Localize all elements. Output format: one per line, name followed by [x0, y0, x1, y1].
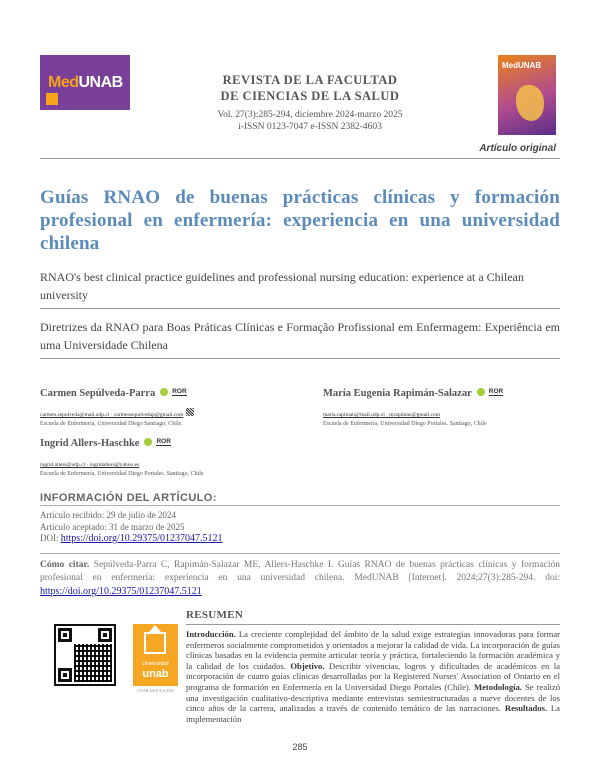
divider — [40, 358, 560, 359]
author-affiliation: Escuela de Enfermería, Universidad Diego Santiago, Chile. — [40, 421, 183, 427]
orcid-icon[interactable] — [160, 388, 168, 396]
page-number: 285 — [292, 742, 308, 752]
author-affiliation: Escuela de Enfermería, Universidad Diego Portales. Santiago, Chile — [323, 421, 487, 427]
citation-doi-link[interactable]: https://doi.org/10.29375/01237047.5121 — [40, 586, 202, 597]
title-portuguese: Diretrizes da RNAO para Boas Práticas Clínicas e Formação Profissional em Enfermagem: Experiência em uma Universidade Chilena — [40, 320, 560, 352]
journal-cover-image: MedUNAB — [498, 55, 556, 135]
logo-text: MedUNAB — [48, 74, 123, 91]
building-icon — [144, 632, 166, 654]
orcid-icon[interactable] — [144, 438, 152, 446]
ror-icon[interactable]: ROR — [172, 388, 187, 396]
author-emails[interactable]: ingrid.allers@udp.cl · ingridallers@yahoo.es — [40, 462, 140, 468]
medunab-logo — [40, 55, 130, 110]
article-info-heading: INFORMACIÓN DEL ARTÍCULO: — [40, 492, 217, 504]
received-date: Artículo recibido: 29 de julio de 2024 — [40, 510, 176, 520]
doi-line: DOI: https://doi.org/10.29375/01237047.5121 — [40, 533, 223, 544]
author-block-1 — [40, 383, 194, 427]
doi-link[interactable]: https://doi.org/10.29375/01237047.5121 — [60, 533, 223, 544]
ror-icon[interactable]: ROR — [156, 438, 171, 446]
article-type: Artículo original — [479, 143, 556, 154]
journal-meta: Vol. 27(3):285-294, diciembre 2024-marzo 2025 i-ISSN 0123-7047 e-ISSN 2382-4603 — [217, 110, 403, 132]
divider — [186, 624, 560, 625]
abstract-text: Introducción. La creciente complejidad del ámbito de la salud exige estrategias innovadoras para formar enfermeros socialmente comprometidos y orientados a mejorar la calidad de vida. La incorporación de guías clínicas basadas en la evidencia permite articular teoría y práctica, fortaleciendo la formación académica y la calidad de los cuidados. Objetivo. Describir vivencias, logros y dificultades de académicos en la incorporación de cuatro guías clínicas desarrolladas por la Registered Nurses' Association of Ontario en el programa de formación en Enfermería en la Universidad Diego Portales (Chile). Metodología. Se realizó una investigación cualitativo-descriptiva mediante entrevistas semiestructuradas a nueve docentes de los cinco años de la carrera, analizadas a través de contenido temático de las narraciones. Resultados. La implementación — [186, 629, 561, 724]
accepted-date: Artículo aceptado: 31 de marzo de 2025 — [40, 522, 185, 532]
cover-illustration — [516, 85, 544, 121]
citation: Cómo citar. Sepúlveda-Parra C, Rapimán-Salazar ME, Allers-Haschke I. Guías RNAO de buenas prácticas clínicas y formación profesional en enfermería: experiencia en una universidad chilena. MedUNAB [Internet]. 2024;27(3):285-294. doi: https://doi.org/10.29375/01237047.5121 — [40, 560, 561, 597]
author-affiliation: Escuela de Enfermería, Universidad Diego Portales. Santiago, Chile — [40, 471, 204, 477]
divider — [40, 553, 560, 554]
author-block-2 — [323, 383, 503, 427]
title-spanish: Guías RNAO de buenas prácticas clínicas y formación profesional en enfermería: experiencia en una universidad chilena — [40, 187, 560, 254]
author-block-3 — [40, 433, 204, 477]
author-name: Carmen Sepúlveda-Parra — [40, 388, 156, 399]
author-emails[interactable]: carmen.sepulveda@mail.udp.cl · carmensepulvedap@gmail.com — [40, 412, 184, 418]
divider — [40, 505, 560, 506]
divider — [40, 158, 560, 159]
logo-mark-icon — [46, 93, 58, 105]
logo-tagline: UNAB ASOCIACIÓN — [137, 688, 174, 693]
university-logo: Universidad unab — [133, 624, 178, 686]
divider — [40, 308, 560, 309]
orcid-icon[interactable] — [477, 388, 485, 396]
author-name: María Eugenia Rapimán-Salazar — [323, 388, 472, 399]
journal-title: REVISTA DE LA FACULTAD DE CIENCIAS DE LA SALUD — [220, 73, 400, 103]
author-emails[interactable]: maria.rapiman@mail.udp.cl · mrapiman@gmail.com — [323, 412, 441, 418]
title-english: RNAO's best clinical practice guidelines and professional nursing education: experience at a Chilean university — [40, 270, 525, 302]
abstract-heading: RESUMEN — [186, 609, 244, 621]
qr-icon — [186, 408, 194, 416]
author-name: Ingrid Allers-Haschke — [40, 438, 140, 449]
ror-icon[interactable]: ROR — [488, 388, 504, 396]
qr-code[interactable] — [54, 624, 116, 686]
